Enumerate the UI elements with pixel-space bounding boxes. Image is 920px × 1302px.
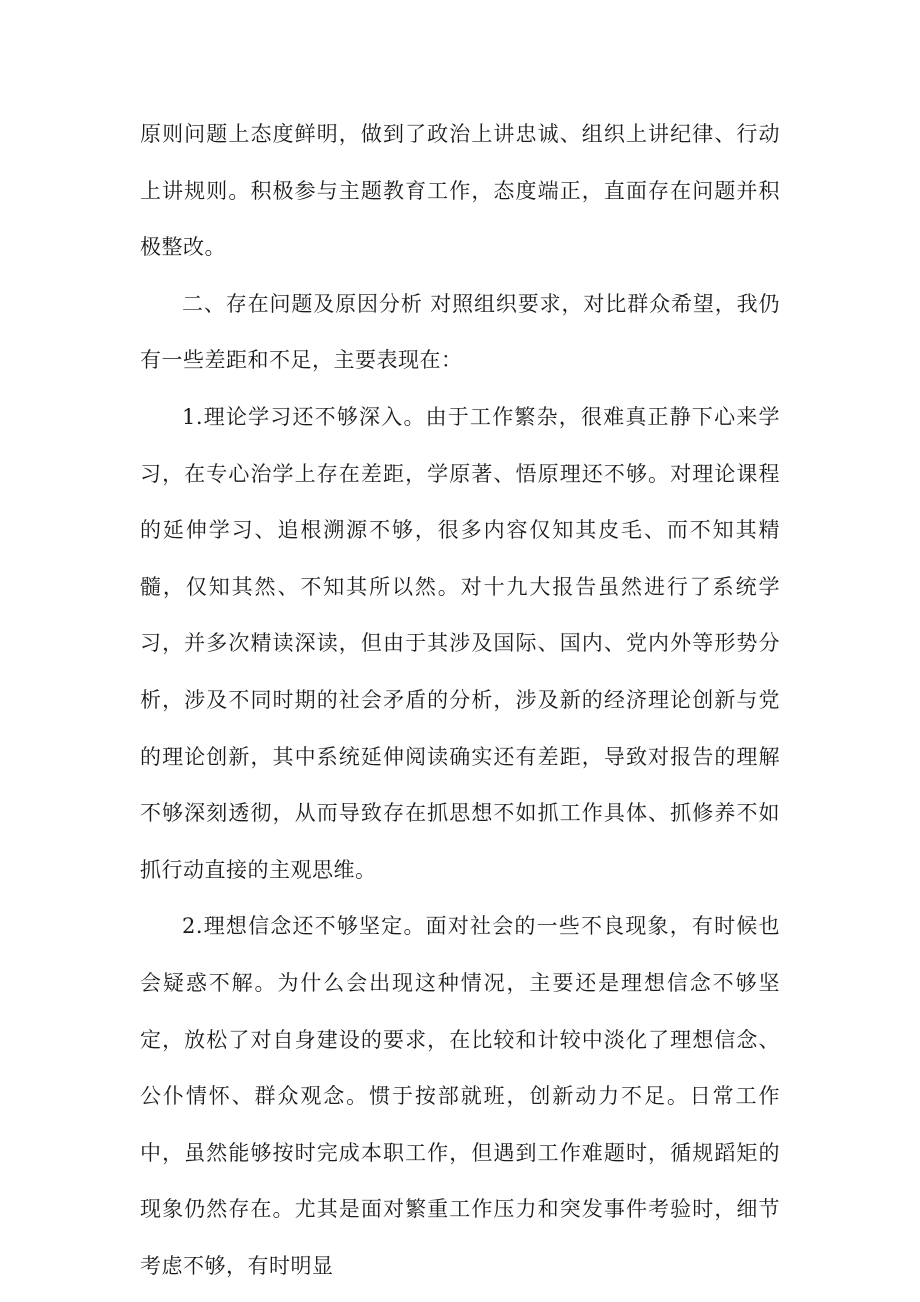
paragraph-item-1: 1.理论学习还不够深入。由于工作繁杂，很难真正静下心来学习，在专心治学上存在差距，学原著、悟原理还不够。对理论课程的延伸学习、追根溯源不够，很多内容仅知其皮毛、而不知其精髓，仅知其然、不知其所以然。对十九大报告虽然进行了系统学习，并多次精读深读，但由于其涉及国际、国内、党内外等形势分析，涉及不同时期的社会矛盾的分析，涉及新的经济理论创新与党的理论创新，其中系统延伸阅读确实还有差距，导致对报告的理解不够深刻透彻，从而导致存在抓思想不如抓工作具体、抓修养不如抓行动直接的主观思维。 — [140, 404, 780, 882]
document-page — [140, 106, 780, 1294]
paragraph-item-2: 2.理想信念还不够坚定。面对社会的一些不良现象，有时候也会疑惑不解。为什么会出现这种情况，主要还是理想信念不够坚定，放松了对自身建设的要求，在比较和计较中淡化了理想信念、公仆情怀、群众观念。惯于按部就班，创新动力不足。日常工作中，虽然能够按时完成本职工作，但遇到工作难题时，循规蹈矩的现象仍然存在。尤其是面对繁重工作压力和突发事件考验时，细节考虑不够，有时明显 — [140, 914, 780, 1278]
paragraph-continuation: 原则问题上态度鲜明，做到了政治上讲忠诚、组织上讲纪律、行动上讲规则。积极参与主题教育工作，态度端正，直面存在问题并积极整改。 — [140, 122, 780, 260]
paragraph-section-heading: 二、存在问题及原因分析 对照组织要求，对比群众希望，我仍有一些差距和不足，主要表现在： — [140, 291, 780, 373]
